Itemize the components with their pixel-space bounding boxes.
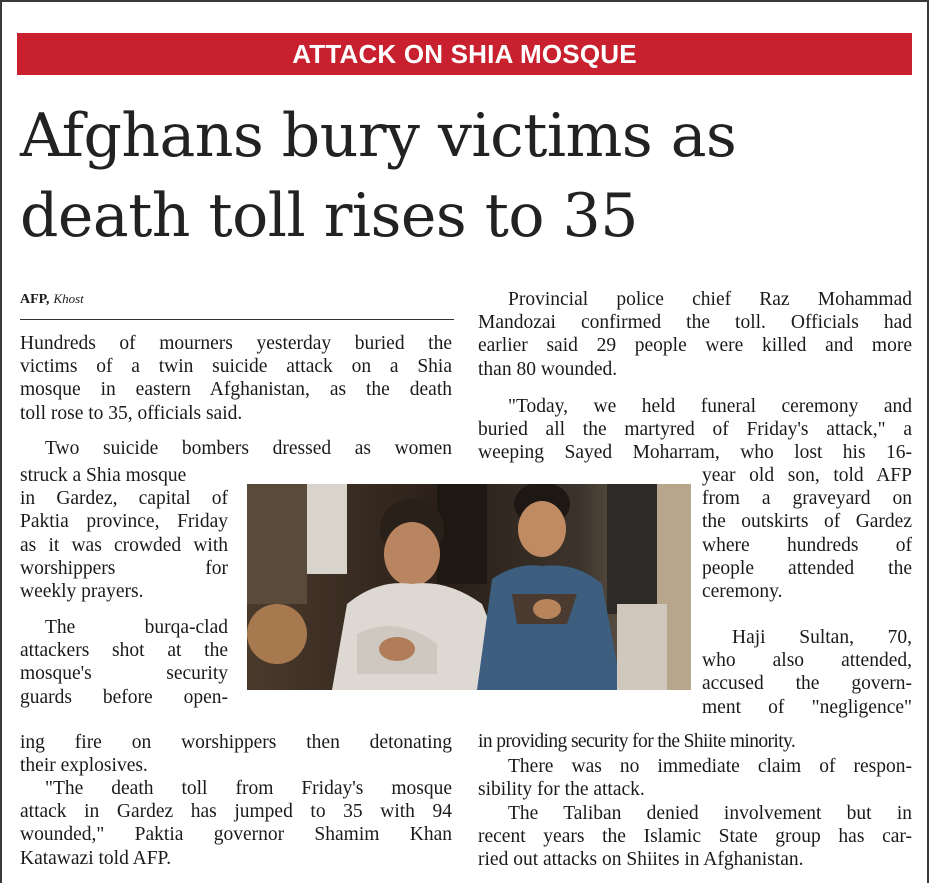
text-line: sibility for the attack. (478, 779, 645, 801)
text-line: The burqa-clad (45, 617, 228, 638)
mourners-photo-illustration (247, 484, 691, 690)
right-paragraph-3-tail (478, 730, 912, 753)
byline-dateline: Khost (53, 291, 84, 306)
text-line: worshippers for (20, 557, 228, 579)
text-line: toll rose to 35, officials said. (20, 402, 243, 424)
text-line: their explosives. (20, 755, 148, 777)
text-line: guards before open- (20, 686, 228, 708)
text-line: victims of a twin suicide attack on a Shia (20, 356, 452, 378)
text-line: The Taliban denied involvement but in (508, 803, 912, 824)
text-line: attackers shot at the (20, 640, 228, 662)
left-paragraph-2-lead (45, 437, 452, 460)
left-paragraph-1 (20, 332, 452, 425)
right-paragraph-4 (478, 755, 912, 801)
text-line: recent years the Islamic State group has car- (478, 826, 912, 848)
top-border (0, 0, 929, 2)
text-line: who also attended, (702, 650, 912, 672)
text-line: weeping Sayed Moharram, who lost his 16- (478, 442, 912, 464)
right-paragraph-2-wrap (702, 464, 912, 603)
left-paragraph-3-tail (20, 731, 452, 777)
text-line: ried out attacks on Shiites in Afghanistan. (478, 849, 804, 871)
text-line: people attended the (702, 557, 912, 579)
text-line: attack in Gardez has jumped to 35 with 94 (20, 801, 452, 823)
text-line: Provincial police chief Raz Mohammad (508, 289, 912, 310)
text-line: ment of "negligence" (702, 696, 912, 718)
right-paragraph-5 (478, 802, 912, 872)
text-line: Paktia province, Friday (20, 511, 228, 533)
right-paragraph-3 (702, 626, 912, 719)
text-line: as it was crowded with (20, 534, 228, 556)
text-line: year old son, told AFP (702, 465, 912, 486)
text-line: than 80 wounded. (478, 358, 618, 380)
text-line: in providing security for the Shiite minority. (478, 731, 796, 752)
text-line: There was no immediate claim of respon- (508, 756, 912, 777)
left-paragraph-4 (20, 777, 452, 870)
text-line: weekly prayers. (20, 581, 144, 603)
text-line: Two suicide bombers dressed as women (45, 438, 452, 459)
text-line: the outskirts of Gardez (702, 511, 912, 533)
right-paragraph-1 (478, 288, 912, 381)
text-line: mosque in eastern Afghanistan, as the death (20, 379, 452, 401)
text-line: earlier said 29 people were killed and more (478, 335, 912, 357)
text-line: accused the govern- (702, 673, 912, 695)
text-line: Katawazi told AFP. (20, 847, 172, 869)
text-line: ing fire on worshippers then detonating (20, 732, 452, 753)
headline-line-1: Afghans bury victims as (20, 101, 737, 171)
text-line: Mandozai confirmed the toll. Officials had (478, 312, 912, 334)
text-line: ceremony. (702, 581, 783, 603)
news-photo (247, 484, 691, 690)
headline-line-2: death toll rises to 35 (20, 181, 638, 251)
text-line: mosque's security (20, 663, 228, 685)
byline (20, 291, 84, 308)
right-paragraph-2 (478, 395, 912, 465)
text-line: "Today, we held funeral ceremony and (508, 396, 912, 417)
headline (20, 96, 915, 256)
left-paragraph-2 (20, 464, 228, 603)
byline-agency: AFP, (20, 292, 50, 307)
section-kicker: ATTACK ON SHIA MOSQUE (17, 33, 912, 75)
text-line: Haji Sultan, 70, (732, 627, 912, 648)
text-line: buried all the martyred of Friday's attack," a (478, 419, 912, 441)
text-line: from a graveyard on (702, 488, 912, 510)
byline-divider (20, 319, 454, 320)
text-line: "The death toll from Friday's mosque (45, 778, 452, 799)
left-border (0, 0, 2, 883)
text-line: where hundreds of (702, 534, 912, 556)
text-line: Hundreds of mourners yesterday buried the (20, 333, 452, 354)
text-line: wounded," Paktia governor Shamim Khan (20, 824, 452, 846)
left-paragraph-3 (20, 616, 228, 709)
text-line: struck a Shia mosque (20, 465, 187, 486)
text-line: in Gardez, capital of (20, 488, 228, 510)
